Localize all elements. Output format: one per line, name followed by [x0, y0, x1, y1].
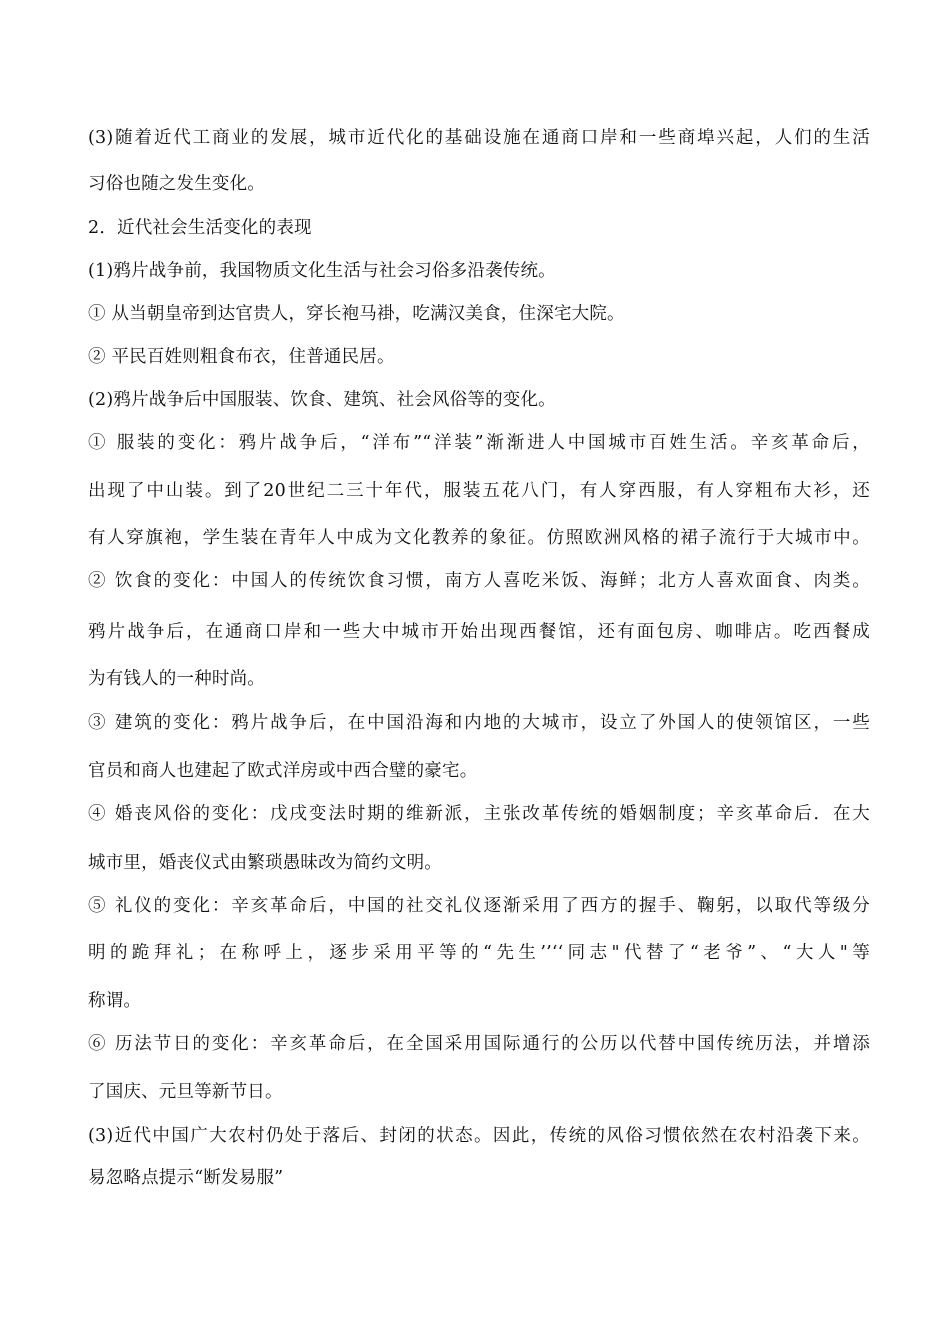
section-heading: 2．近代社会生活变化的表现 — [88, 218, 312, 238]
paragraph-line: 为有钱人的一种时尚。 — [88, 669, 265, 689]
list-item: ③ 建筑的变化：鸦片战争后，在中国沿海和内地的大城市，设立了外国人的使领馆区，一些 — [88, 713, 870, 733]
list-item: ① 服装的变化：鸦片战争后，“洋布”“洋装”渐渐进人中国城市百姓生活。辛亥革命后， — [88, 433, 870, 453]
paragraph-line: 鸦片战争后，在通商口岸和一些大中城市开始出现西餐馆，还有面包房、咖啡店。吃西餐成 — [88, 622, 870, 642]
paragraph-line: (3)随着近代工商业的发展，城市近代化的基础设施在通商口岸和一些商埠兴起，人们的生活 — [88, 128, 870, 148]
paragraph-line: 称谓。 — [88, 991, 142, 1011]
paragraph-line: 习俗也随之发生变化。 — [88, 174, 265, 194]
tip-line: 易忽略点提示“断发易服” — [88, 1168, 284, 1188]
paragraph-line: 明的跪拜礼；在称呼上，逐步采用平等的“先生’’‘‘同志"代替了“老爷”、“大人"等 — [88, 943, 870, 963]
paragraph-line: (2)鸦片战争后中国服装、饮食、建筑、社会风俗等的变化。 — [88, 390, 556, 410]
list-item: ⑤ 礼仪的变化：辛亥革命后，中国的社交礼仪逐渐采用了西方的握手、鞠躬，以取代等级分 — [88, 896, 870, 916]
list-item: ① 从当朝皇帝到达官贵人，穿长袍马褂，吃满汉美食，住深宅大院。 — [88, 304, 625, 324]
list-item: ④ 婚丧风俗的变化：戊戌变法时期的维新派，主张改革传统的婚姻制度；辛亥革命后．在大 — [88, 804, 870, 824]
list-item: ② 平民百姓则粗食布衣，住普通民居。 — [88, 347, 395, 367]
paragraph-line: 城市里，婚丧仪式由繁琐愚昧改为简约文明。 — [88, 853, 442, 873]
list-item: ② 饮食的变化：中国人的传统饮食习惯，南方人喜吃米饭、海鲜；北方人喜欢面食、肉类。 — [88, 571, 870, 591]
paragraph-line: 官员和商人也建起了欧式洋房或中西合璧的豪宅。 — [88, 761, 478, 781]
paragraph-line: 了国庆、元旦等新节日。 — [88, 1082, 283, 1102]
paragraph-line: 有人穿旗袍，学生装在青年人中成为文化教养的象征。仿照欧洲风格的裙子流行于大城市中。 — [88, 528, 870, 548]
paragraph-line: (3)近代中国广大农村仍处于落后、封闭的状态。因此，传统的风俗习惯依然在农村沿袭下来。 — [88, 1126, 870, 1146]
list-item: ⑥ 历法节日的变化：辛亥革命后，在全国采用国际通行的公历以代替中国传统历法，并增添 — [88, 1034, 870, 1054]
paragraph-line: 出现了中山装。到了20世纪二三十年代，服装五花八门，有人穿西服，有人穿粗布大衫，还 — [88, 481, 870, 501]
paragraph-line: (1)鸦片战争前，我国物质文化生活与社会习俗多沿袭传统。 — [88, 261, 556, 281]
